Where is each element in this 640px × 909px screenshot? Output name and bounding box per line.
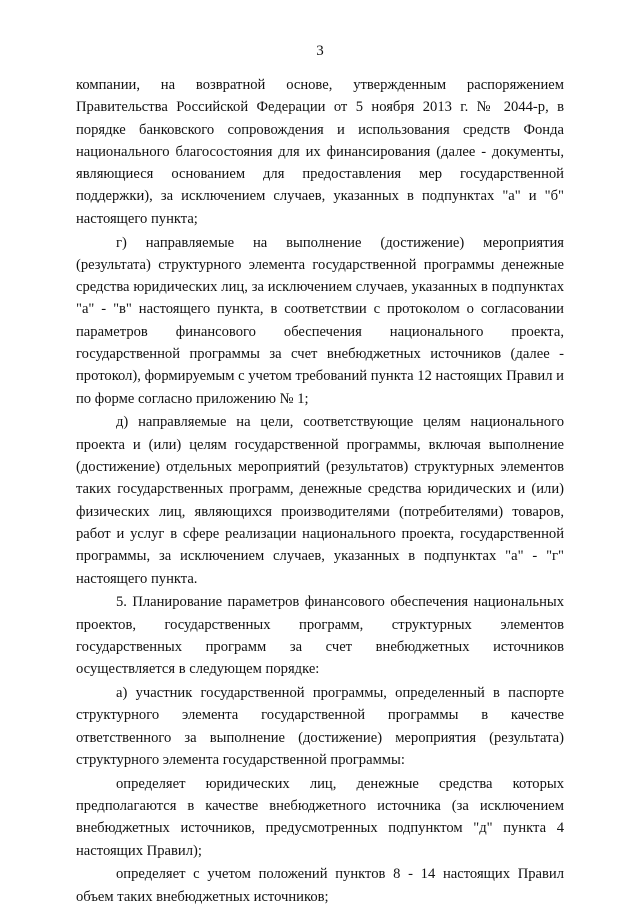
body-text: [76, 74, 564, 909]
paragraph-continuation: компании, на возвратной основе, утвержденным распоряжением Правительства Российской Федерации от 5 ноября 2013 г. № 2044-р, в порядке банковского сопровождения и использования средств Фонда национального благосостояния для их финансирования (далее - документы, являющиеся основанием для предоставления мер государственной поддержки), за исключением случаев, указанных в подпунктах "а" и "б" настоящего пункта;: [76, 77, 564, 227]
paragraph-subitem-a: а) участник государственной программы, определенный в паспорте структурного элемента государственной программы в качестве ответственного за выполнение (достижение) мероприятия (результата) структурного элемента государственной программы:: [76, 685, 564, 768]
paragraph-determines-volume: определяет с учетом положений пунктов 8 - 14 настоящих Правил объем таких внебюджетных источников;: [76, 866, 564, 905]
paragraph-subitem-g: г) направляемые на выполнение (достижение) мероприятия (результата) структурного элемента государственной программы денежные средства юридических лиц, за исключением случаев, указанных в подпунктах "а" - "в" настоящего пункта, в соответствии с протоколом о согласовании параметров финансового обеспечения национального проекта, государственной программы за счет внебюджетных источников (далее - протокол), формируемым с учетом требований пункта 12 настоящих Правил и по форме согласно приложению № 1;: [76, 234, 564, 407]
paragraph-subitem-d: д) направляемые на цели, соответствующие целям национального проекта и (или) целям государственной программы, включая выполнение (достижение) отдельных мероприятий (результатов) структурных элементов таких государственных программ, денежные средства юридических и (или) физических лиц, являющихся производителями (потребителями) товаров, работ и услуг в сфере реализации национального проекта, государственной программы, за исключением случаев, указанных в подпунктах "а" - "г" настоящего пункта.: [76, 414, 564, 587]
page-number: 3: [316, 43, 324, 59]
paragraph-determines-legal-entities: определяет юридических лиц, денежные средства которых предполагаются в качестве внебюджетного источника (за исключением внебюджетных источников, предусмотренных подпунктом "д" пункта 4 настоящих Правил);: [76, 775, 564, 859]
paragraph-item-5: 5. Планирование параметров финансового обеспечения национальных проектов, государственных программ, структурных элементов государственных программ за счет внебюджетных источников осуществляется в следующем порядке:: [76, 594, 564, 678]
